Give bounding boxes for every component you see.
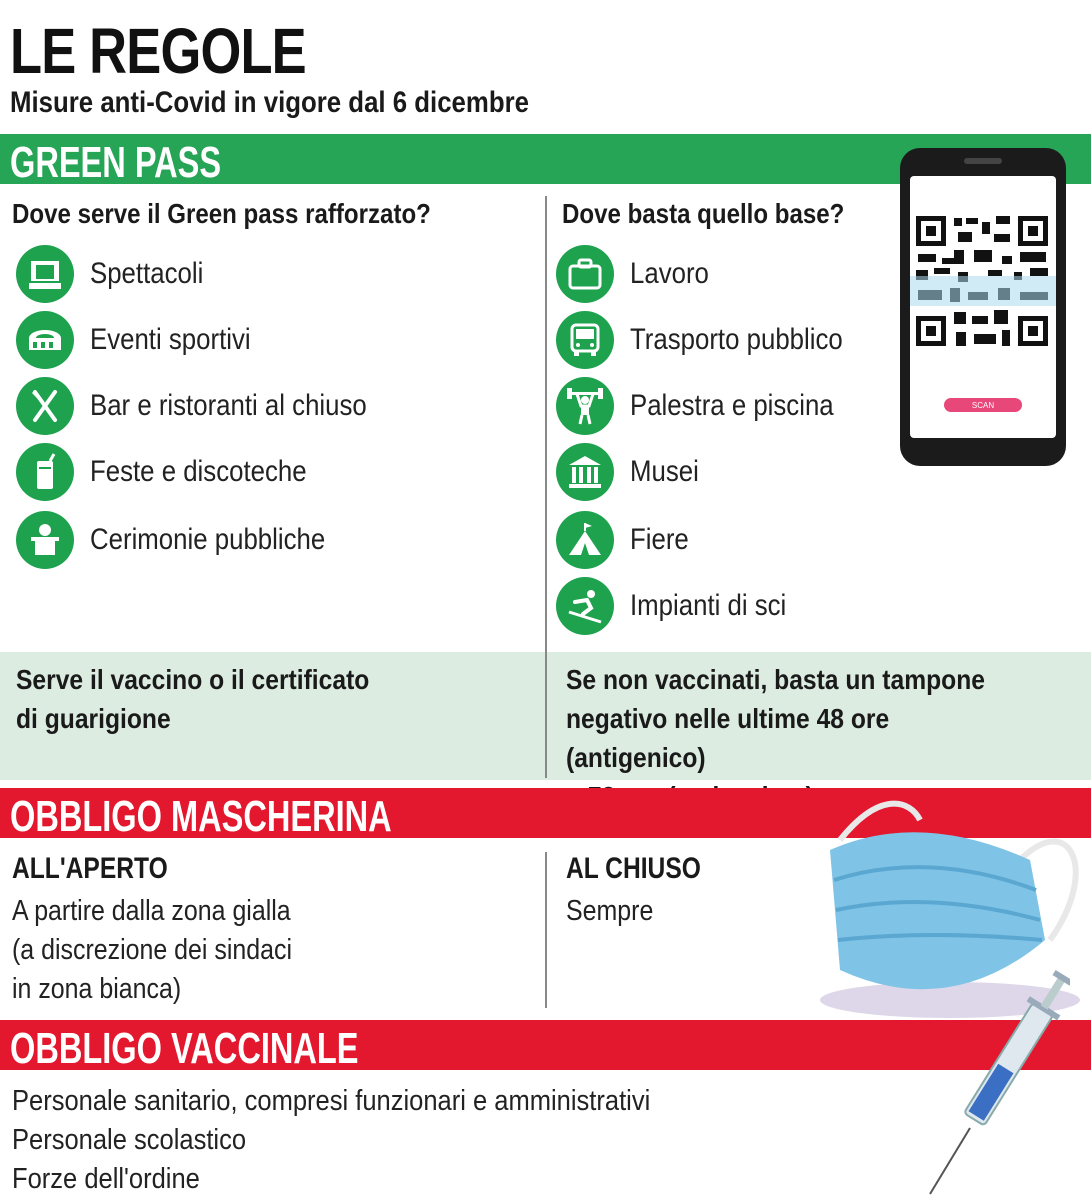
drink-icon <box>16 443 74 501</box>
syringe-icon <box>910 958 1070 1198</box>
list-item <box>556 578 812 634</box>
list-item-label: Fiere <box>630 523 689 556</box>
note-line: di guarigione <box>16 703 171 734</box>
notes-divider <box>545 652 547 778</box>
indoor-title: AL CHIUSO <box>566 852 701 885</box>
skier-icon <box>556 577 614 635</box>
museum-icon <box>556 443 614 501</box>
list-item <box>16 378 412 434</box>
right-column-title: Dove basta quello base? <box>562 198 845 229</box>
list-item <box>556 444 710 500</box>
vaccine-line: Personale scolastico <box>12 1124 247 1156</box>
weightlifter-icon <box>556 377 614 435</box>
note-line: Se non vaccinati, basta un tampone <box>566 664 985 695</box>
list-item-label: Lavoro <box>630 257 709 290</box>
phone-qr-icon <box>898 146 1068 468</box>
list-item <box>16 512 364 568</box>
podium-icon <box>16 511 74 569</box>
mask-divider <box>545 852 547 1008</box>
bus-icon <box>556 311 614 369</box>
list-item-label: Impianti di sci <box>630 589 787 622</box>
outdoor-line: A partire dalla zona gialla <box>12 895 291 927</box>
list-item <box>16 246 222 302</box>
theater-icon <box>16 245 74 303</box>
list-item <box>556 312 877 368</box>
vaccine-line: Forze dell'ordine <box>12 1163 200 1195</box>
outdoor-line: (a discrezione dei sindaci <box>12 934 293 966</box>
list-item-label: Musei <box>630 455 699 488</box>
list-item <box>16 312 277 368</box>
list-item-label: Bar e ristoranti al chiuso <box>90 389 367 422</box>
vaccine-heading: OBBLIGO VACCINALE <box>10 1024 359 1073</box>
list-item <box>556 246 722 302</box>
cutlery-icon <box>16 377 74 435</box>
scan-button-label: SCAN <box>971 401 995 410</box>
list-item-label: Spettacoli <box>90 257 204 290</box>
note-line: negativo nelle ultime 48 ore (antigenico) <box>566 703 890 773</box>
tent-icon <box>556 511 614 569</box>
list-item-label: Feste e discoteche <box>90 455 307 488</box>
outdoor-title: ALL'APERTO <box>12 852 168 885</box>
briefcase-icon <box>556 245 614 303</box>
page-subtitle: Misure anti-Covid in vigore dal 6 dicembre <box>10 86 529 119</box>
indoor-text: Sempre <box>566 895 654 927</box>
list-item <box>556 512 698 568</box>
list-item-label: Trasporto pubblico <box>630 323 843 356</box>
list-item <box>16 444 342 500</box>
vaccine-line: Personale sanitario, compresi funzionari e amministrativi <box>12 1085 651 1117</box>
list-item-label: Cerimonie pubbliche <box>90 523 326 556</box>
list-item-label: Palestra e piscina <box>630 389 834 422</box>
mask-heading: OBBLIGO MASCHERINA <box>10 792 392 841</box>
note-line: Serve il vaccino o il certificato <box>16 664 370 695</box>
left-column-title: Dove serve il Green pass rafforzato? <box>12 198 431 229</box>
stadium-icon <box>16 311 74 369</box>
vaccine-text <box>12 1082 650 1199</box>
outdoor-text <box>12 892 292 1009</box>
outdoor-line: in zona bianca) <box>12 973 182 1005</box>
page-title: LE REGOLE <box>10 15 306 87</box>
list-item-label: Eventi sportivi <box>90 323 251 356</box>
left-note <box>16 660 369 738</box>
green-pass-heading: GREEN PASS <box>10 138 222 187</box>
list-item <box>556 378 867 434</box>
